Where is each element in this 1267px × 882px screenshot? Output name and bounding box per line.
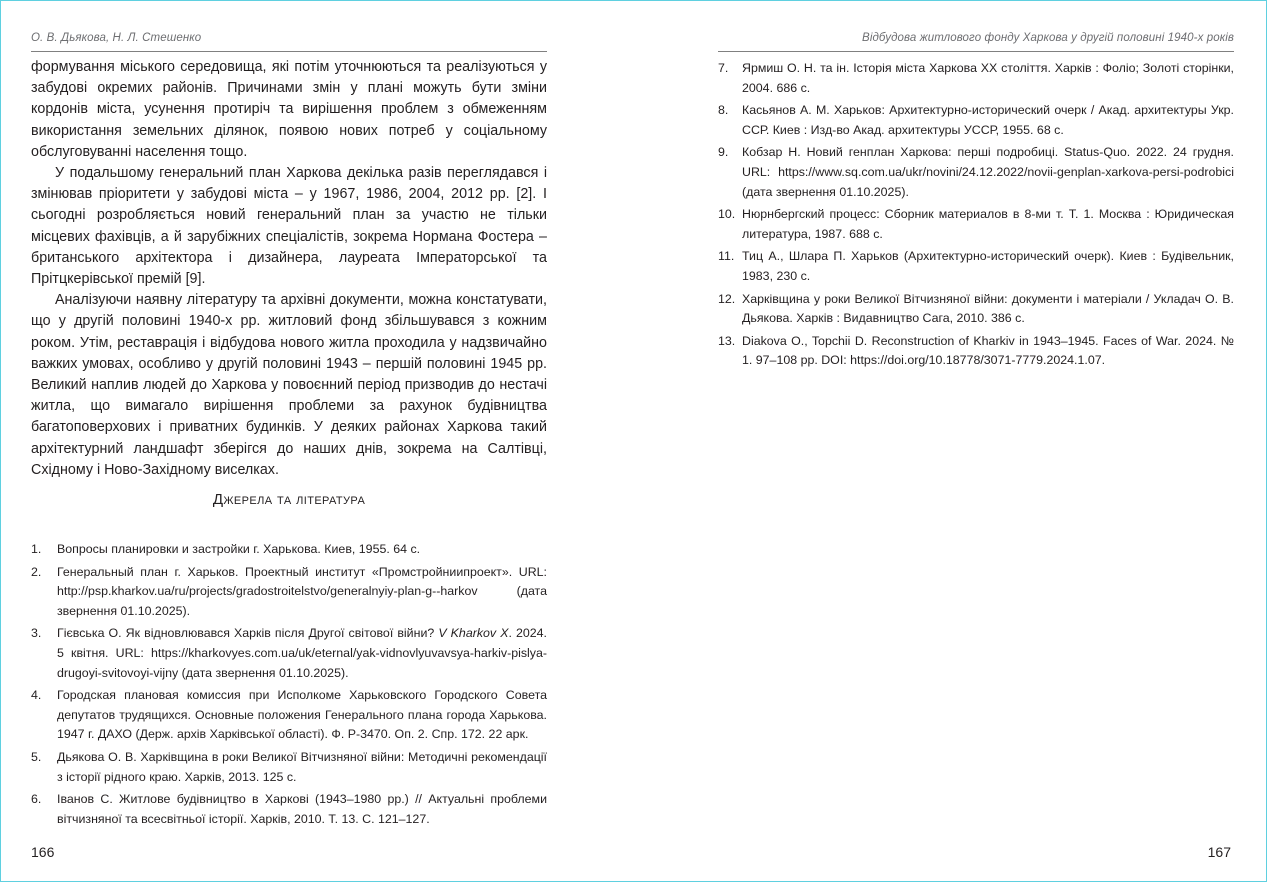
reference-number: 4.	[31, 688, 42, 703]
left-page	[31, 1, 547, 881]
reference-item	[31, 540, 547, 560]
reference-item	[718, 143, 1234, 202]
reference-text: Нюрнбергский процесс: Сборник материалов в 8-ми т. Т. 1. Москва : Юридическая литература, 1987. 688 с.	[742, 207, 1234, 241]
reference-number: 3.	[31, 626, 42, 641]
section-title: Джерела та література	[212, 491, 366, 508]
reference-item	[31, 686, 547, 745]
reference-item	[718, 290, 1234, 329]
page-number: 166	[31, 844, 55, 860]
header-rule	[718, 51, 1234, 52]
reference-number: 5.	[31, 749, 42, 764]
reference-item	[718, 247, 1234, 286]
reference-number: 9.	[718, 145, 729, 160]
reference-text: Городская плановая комиссия при Исполкоме Харьковского Городского Совета депутатов трудящихся. Основные положения Генерального плана города Харькова. 1947 г. ДАХО (Держ. архів Харківської області). Ф. Р-3470. Оп. 2. Спр. 172. 22 арк.	[57, 688, 547, 742]
reference-number: 2.	[31, 564, 42, 579]
reference-number: 13.	[718, 333, 736, 348]
reference-number: 11.	[718, 249, 735, 264]
reference-item	[718, 332, 1234, 371]
reference-source-title: V Kharkov X	[438, 626, 509, 641]
reference-item	[31, 790, 547, 829]
reference-number: 10.	[718, 207, 736, 222]
paragraph: формування міського середовища, які потім уточнюються та реалізуються у забудові окремих районів. Причинами змін у плані можуть бути зміни кордонів міста, усунення протиріч та вирішення проблем з обмеженням використання земельних ділянок, появою нових потреб у соціальному обслуговуванні населення тощо.	[31, 59, 547, 160]
reference-text: Кобзар Н. Новий генплан Харкова: перші подробиці. Status-Quo. 2022. 24 грудня. URL: https://www.sq.com.ua/ukr/novini/24.12.2022/novii-genplan-xarkova-persi-podrobici (дата звернення 01.10.2025).	[742, 145, 1234, 199]
paragraph: У подальшому генеральний план Харкова декілька разів переглядався і змінював пріоритети у забудові міста – у 1967, 1986, 2004, 2012 рр. [2]. І сьогодні розробляється новий генеральний план за участю не тільки місцевих фахівців, а й зарубіжних спеціалістів, зокрема Нормана Фостера – британського архітектора і дизайнера, лауреата Імператорської та Прітцкерівської премій [9].	[31, 165, 547, 288]
reference-number: 7.	[718, 61, 729, 75]
reference-number: 6.	[31, 792, 42, 807]
reference-text: Харківщина у роки Великої Вітчизняної війни: документи і матеріали / Укладач О. В. Дьякова. Харків : Видавництво Сага, 2010. 386 с.	[742, 291, 1234, 326]
reference-item	[718, 101, 1234, 140]
paragraph: Аналізуючи наявну літературу та архівні документи, можна констатувати, що у другій половині 1940-х рр. житловий фонд збільшувався з кожним роком. Утім, реставрація і відбудова нового житла проходила у надзвичайно важких умовах, особливо у другій половині 1943 – першій половині 1945 рр. Великий наплив людей до Харкова у повоєнний період призводив до нестачі житла, що вимагало вирішення проблеми за рахунок будівництва багатоповерхових і приватних будинків. У деяких районах Харкова такий архітектурний ландшафт зберігся до наших днів, зокрема на Салтівці, Східному і Ново-Західному виселках.	[31, 292, 547, 478]
reference-text: Касьянов А. М. Харьков: Архитектурно-исторический очерк / Акад. архитектуры Укр. ССР. Киев : Изд-во Акад. архитектуры УССР, 1955. 68 с.	[742, 103, 1234, 137]
header-rule	[31, 51, 547, 52]
reference-text: Гієвська О. Як відновлювався Харків після Другої світової війни?	[57, 626, 439, 641]
body-text	[31, 57, 547, 481]
reference-item	[718, 59, 1234, 98]
reference-number: 12.	[718, 291, 736, 306]
reference-item	[31, 748, 547, 787]
right-page	[718, 1, 1234, 881]
running-head-authors: О. В. Дьякова, Н. Л. Стешенко	[31, 32, 202, 44]
reference-text: Вопросы планировки и застройки г. Харькова. Киев, 1955. 64 с.	[57, 542, 421, 556]
reference-text: Тиц А., Шлара П. Харьков (Архитектурно-исторический очерк). Киев : Будівельник, 1983, 230 с.	[742, 249, 1234, 283]
reference-item	[31, 624, 547, 683]
reference-item	[718, 205, 1234, 244]
running-head-title: Відбудова житлового фонду Харкова у другій половині 1940-х років	[862, 32, 1234, 44]
reference-list	[718, 59, 1234, 374]
reference-text: Генеральный план г. Харьков. Проектный институт «Промстройниипроект». URL: http://psp.kharkov.ua/ru/projects/gradostroitelstvo/generalnyiy-plan-g--harkov (дата звернення 01.10.2025).	[57, 564, 547, 618]
page-number: 167	[1207, 844, 1231, 860]
reference-list	[31, 540, 547, 832]
reference-text: Ярмиш О. Н. та ін. Історія міста Харкова ХХ століття. Харків : Фоліо; Золоті сторінки, 2004. 686 с.	[742, 61, 1234, 95]
reference-number: 8.	[718, 103, 729, 118]
reference-text: Diakova O., Topchii D. Reconstruction of Kharkiv in 1943–1945. Faces of War. 2024. № 1. 97–108 pp. DOI: https://doi.org/10.18778/3071-7779.2024.1.07.	[742, 333, 1234, 368]
reference-text: Іванов С. Житлове будівництво в Харкові (1943–1980 рр.) // Актуальні проблеми вітчизняної та всесвітньої історії. Харків, 2010. Т. 13. С. 121–127.	[57, 792, 547, 826]
reference-item	[31, 563, 547, 622]
reference-text: . 2024. 5 квітня. URL: https://kharkovyes.com.ua/uk/eternal/yak-vidnovlyuvavsya-harkiv-pislya-drugoyi-svitovoyi-vijny (дата звернення 01.10.2025).	[57, 626, 547, 680]
reference-text: Дьякова О. В. Харківщина в роки Великої Вітчизняної війни: Методичні рекомендації з історії рідного краю. Харків, 2013. 125 с.	[57, 749, 547, 784]
reference-number: 1.	[31, 542, 42, 556]
